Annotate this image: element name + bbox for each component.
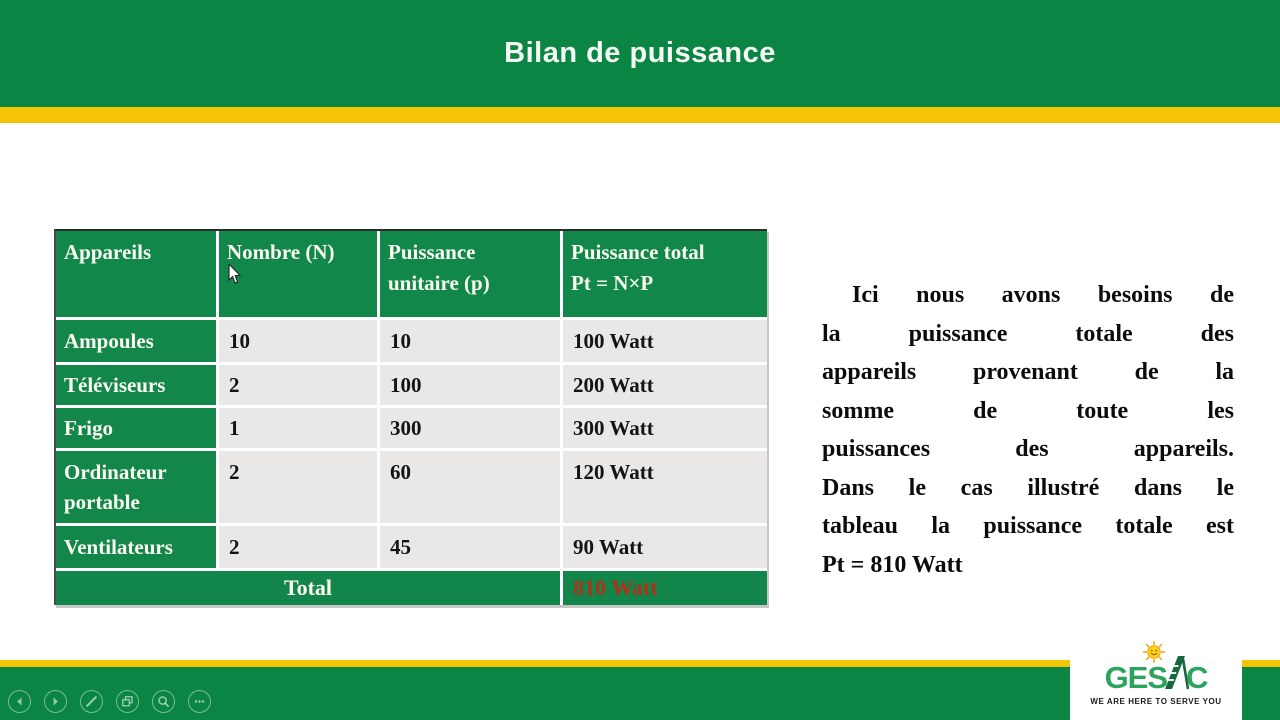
cell-ampoules-pt: 100 Watt [563,320,767,362]
sun-smiley-icon [1142,640,1166,669]
cell-ventilateurs-pt: 90 Watt [563,526,767,568]
header-label: Puissance [388,240,476,264]
header-label: Appareils [64,240,152,264]
page-title: Bilan de puissance [504,37,776,69]
paragraph-line: la puissance totale des [822,320,1234,347]
row-label-frigo: Frigo [56,408,216,448]
see-all-slides-button[interactable] [116,690,139,713]
paragraph-line: somme de toute les [822,397,1234,424]
table-header-puissance-totale [563,231,767,317]
header-label: unitaire (p) [388,271,490,295]
row-label-ampoules: Ampoules [56,320,216,362]
cell-ordinateur-pt: 120 Watt [563,451,767,523]
header-label: Puissance total [571,240,705,264]
explanation-paragraph [822,276,1234,584]
table-header-appareils [56,231,216,317]
cell-frigo-p: 300 [380,408,560,448]
logo-text-c: C [1186,660,1208,695]
magnifier-icon [156,694,171,709]
cell-frigo-pt: 300 Watt [563,408,767,448]
logo-tagline: WE ARE HERE TO SERVE YOU [1090,697,1222,706]
total-row-value: 810 Watt [563,571,767,605]
total-row-label: Total [56,571,560,605]
cell-frigo-n: 1 [219,408,377,448]
cell-ventilateurs-p: 45 [380,526,560,568]
header-label: Pt = N×P [571,271,654,295]
paragraph-line: Pt = 810 Watt [822,551,963,578]
cell-ampoules-n: 10 [219,320,377,362]
arrow-right-icon [48,694,63,709]
mouse-cursor [228,264,243,290]
header-label: Nombre (N) [227,240,335,264]
slides-overview-icon [120,694,135,709]
top-yellow-stripe [0,107,1280,123]
row-label-ventilateurs: Ventilateurs [56,526,216,568]
cell-ordinateur-n: 2 [219,451,377,523]
paragraph-line: puissances des appareils. [822,436,1234,462]
cell-televiseurs-n: 2 [219,365,377,405]
paragraph-line: Ici nous avons besoins de [852,282,1234,308]
ellipsis-icon [192,694,207,709]
power-table [54,229,767,605]
paragraph-line: tableau la puissance totale est [822,513,1234,539]
cell-ampoules-p: 10 [380,320,560,362]
more-options-button[interactable] [188,690,211,713]
paragraph-line: appareils provenant de la [822,359,1234,385]
zoom-slide-button[interactable] [152,690,175,713]
table-header-puissance-unitaire [380,231,560,317]
next-slide-button[interactable] [44,690,67,713]
paragraph-line: Dans le cas illustré dans le [822,474,1234,501]
row-label-televiseurs: Téléviseurs [56,365,216,405]
cell-ordinateur-p: 60 [380,451,560,523]
top-banner [0,0,1280,107]
cell-televiseurs-p: 100 [380,365,560,405]
gesac-logo [1070,638,1242,720]
cell-televiseurs-pt: 200 Watt [563,365,767,405]
previous-slide-button[interactable] [8,690,31,713]
pen-icon [84,694,99,709]
arrow-left-icon [12,694,27,709]
cell-ventilateurs-n: 2 [219,526,377,568]
logo-text-ges: GES [1104,660,1168,695]
pen-annotate-button[interactable] [80,690,103,713]
slideshow-controls [8,690,211,713]
row-label-ordinateur: Ordinateur portable [56,451,216,523]
